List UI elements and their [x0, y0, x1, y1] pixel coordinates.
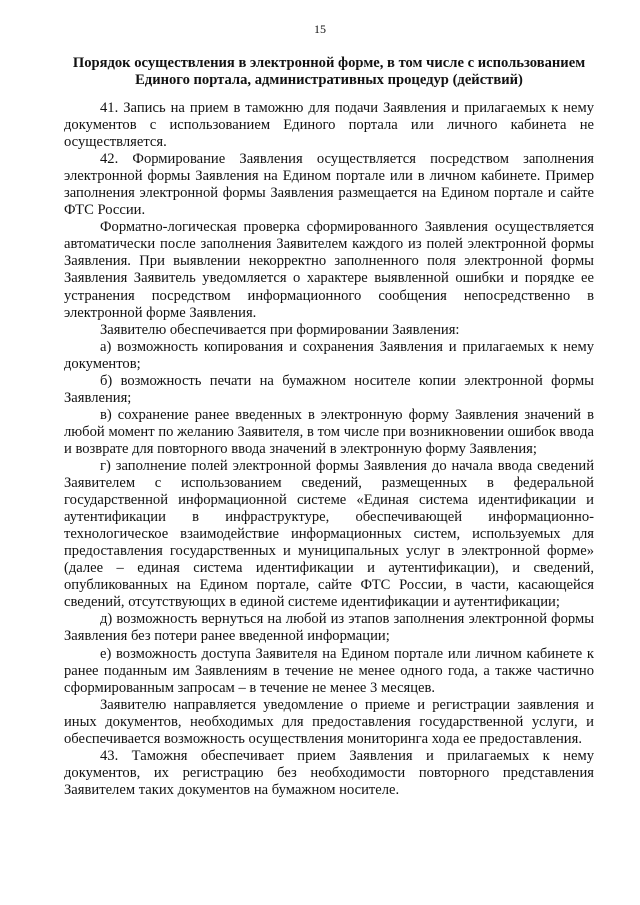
list-item-d: д) возможность вернуться на любой из этапов заполнения электронной формы Заявления без потери ранее введенной информации;: [64, 611, 594, 645]
paragraph-notification: Заявителю направляется уведомление о приеме и регистрации заявления и иных документов, необходимых для предоставления государственной услуги, и обеспечивается возможность осуществления мониторинга хода ее предоставления.: [64, 696, 594, 747]
paragraph-41: 41. Запись на прием в таможню для подачи Заявления и прилагаемых к нему документов с использованием Единого портала или личного кабинета не осуществляется.: [64, 100, 594, 151]
list-item-b: б) возможность печати на бумажном носителе копии электронной формы Заявления;: [64, 372, 594, 406]
list-item-g: г) заполнение полей электронной формы Заявления до начала ввода сведений Заявителем с использованием сведений, размещенных в федеральной государственной информационной системе «Единая система идентификации и аутентификации в инфраструктуре, обеспечивающей информационно-технологическое взаимодействие информационных систем, используемых для предоставления государственных и муниципальных услуг в электронной форме» (далее – единая система идентификации и аутентификации), и сведений, опубликованных на Едином портале, сайте ФТС России, в части, касающейся сведений, отсутствующих в единой системе идентификации и аутентификации;: [64, 457, 594, 611]
section-heading: Порядок осуществления в электронной форме, в том числе с использованием Единого портала, административных процедур (действий): [72, 55, 586, 88]
document-body: [64, 100, 594, 799]
paragraph-applicant-provided: Заявителю обеспечивается при формировании Заявления:: [100, 321, 460, 338]
paragraph-43: 43. Таможня обеспечивает прием Заявления и прилагаемых к нему документов, их регистрацию без необходимости повторного представления Заявителем таких документов на бумажном носителе.: [64, 747, 594, 798]
paragraph-42: 42. Формирование Заявления осуществляется посредством заполнения электронной формы Заявления на Едином портале или в личном кабинете. Пример заполнения электронной формы Заявления размещается на Едином портале и сайте ФТС России.: [64, 151, 594, 219]
list-item-e: е) возможность доступа Заявителя на Едином портале или личном кабинете к ранее поданным им Заявлениям в течение не менее одного года, а также частично сформированным запросам – в течение не менее 3 месяцев.: [64, 645, 594, 696]
list-item-v: в) сохранение ранее введенных в электронную форму Заявления значений в любой момент по желанию Заявителя, в том числе при возникновении ошибок ввода и возврате для повторного ввода значений в электронную форму Заявления;: [64, 406, 594, 457]
list-item-a: а) возможность копирования и сохранения Заявления и прилагаемых к нему документов;: [64, 338, 594, 372]
page-number: 15: [314, 22, 326, 36]
paragraph-format-check: Форматно-логическая проверка сформированного Заявления осуществляется автоматически после заполнения Заявителем каждого из полей электронной формы Заявления. При выявлении некорректно заполненного поля электронной формы Заявления Заявитель уведомляется о характере выявленной ошибки и порядке ее устранения посредством информационного сообщения непосредственно в электронной форме Заявления.: [64, 219, 594, 321]
